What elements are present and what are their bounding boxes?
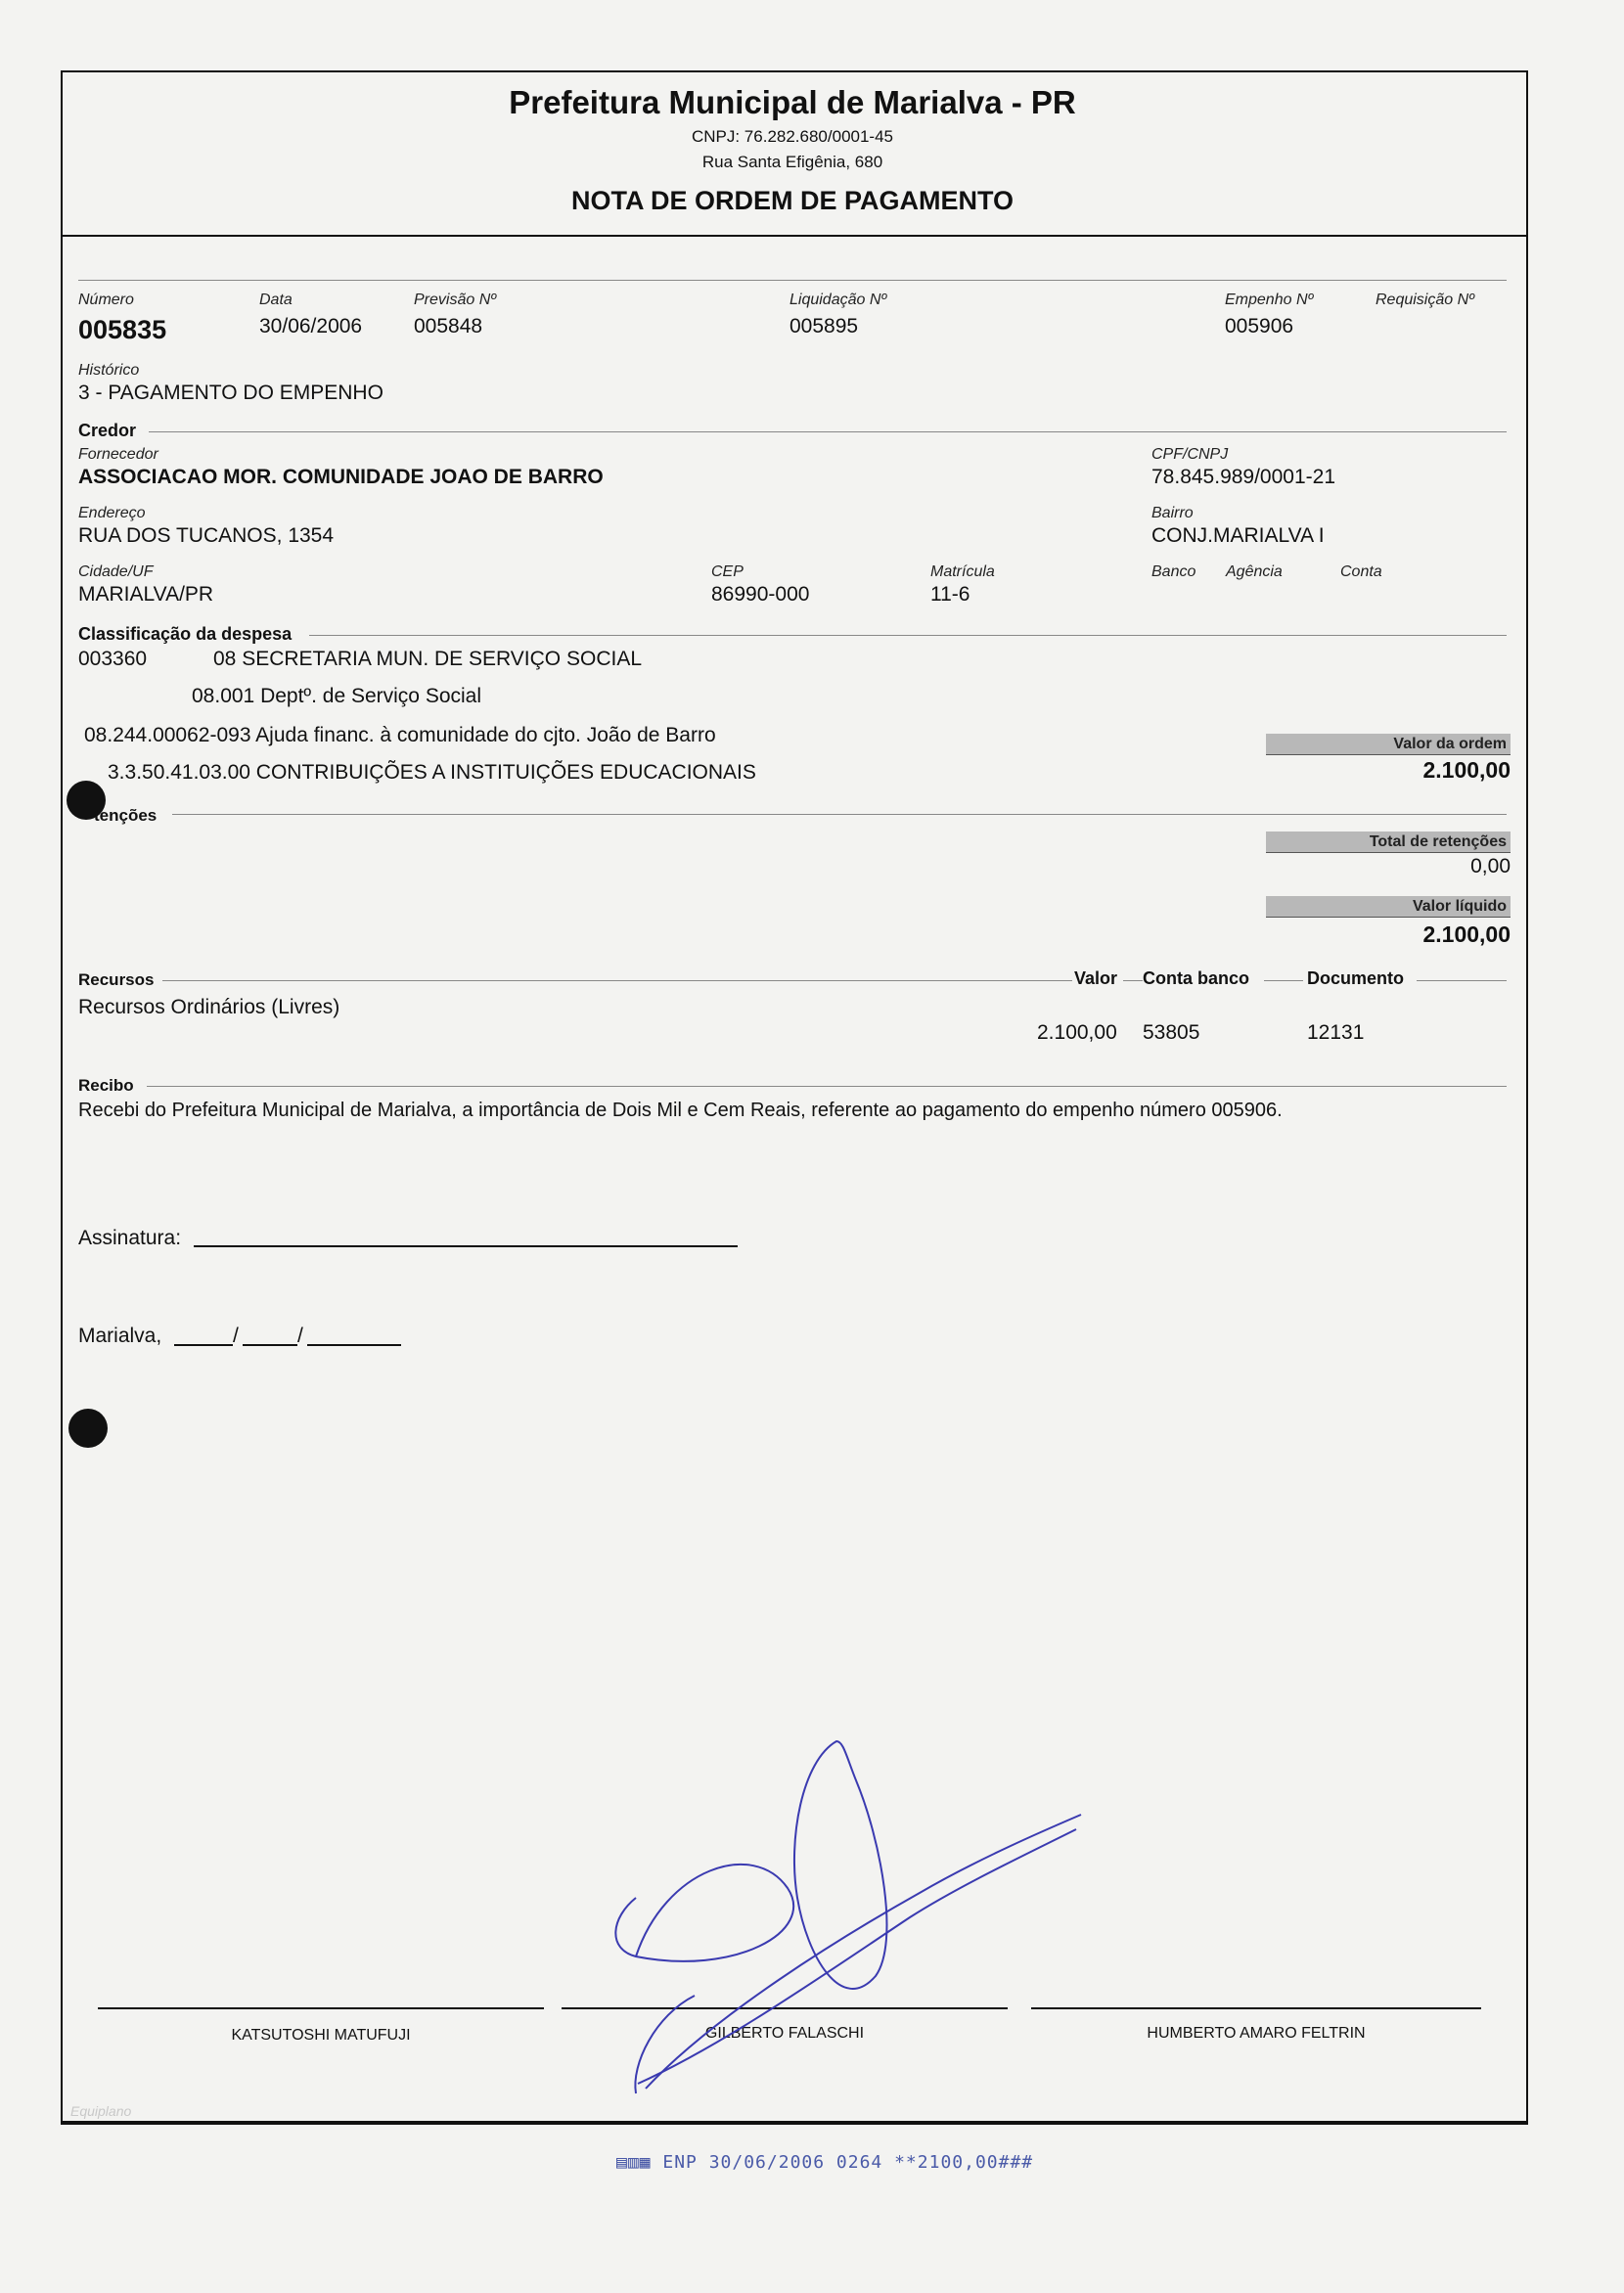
- data-label: Data: [259, 292, 293, 308]
- recursos-rule3: [1264, 980, 1303, 981]
- empenho-value: 005906: [1225, 315, 1294, 337]
- historico-value: 3 - PAGAMENTO DO EMPENHO: [78, 382, 383, 404]
- retencoes-section-title: tenções: [94, 806, 158, 825]
- matricula-value: 11-6: [930, 583, 970, 606]
- valor-liquido-label: Valor líquido: [1266, 896, 1511, 918]
- recursos-rule: [162, 980, 1072, 981]
- liquidacao-label: Liquidação Nº: [789, 292, 887, 308]
- classificacao-section-title: Classificação da despesa: [78, 624, 293, 644]
- year-line: [307, 1344, 401, 1346]
- bairro-label: Bairro: [1151, 505, 1194, 521]
- cep-label: CEP: [711, 563, 744, 580]
- historico-label: Histórico: [78, 362, 140, 379]
- fornecedor-value: ASSOCIACAO MOR. COMUNIDADE JOAO DE BARRO: [78, 466, 604, 488]
- valor-ordem-label: Valor da ordem: [1266, 734, 1511, 755]
- total-retencoes-value: 0,00: [1470, 855, 1511, 877]
- fornecedor-label: Fornecedor: [78, 446, 158, 463]
- total-retencoes-label: Total de retenções: [1266, 832, 1511, 853]
- month-line: [243, 1344, 297, 1346]
- day-line: [174, 1344, 233, 1346]
- recibo-section-title: Recibo: [78, 1076, 134, 1095]
- recursos-valor: 2.100,00: [1037, 1021, 1117, 1044]
- recursos-descricao: Recursos Ordinários (Livres): [78, 996, 340, 1018]
- signatory-1-name: KATSUTOSHI MATUFUJI: [231, 2027, 411, 2044]
- liquidacao-value: 005895: [789, 315, 859, 337]
- data-value: 30/06/2006: [259, 315, 363, 337]
- classificacao-line2: 08.001 Deptº. de Serviço Social: [192, 685, 482, 707]
- agencia-label: Agência: [1226, 563, 1283, 580]
- classificacao-code: 003360: [78, 648, 148, 670]
- bank-stamp: [616, 2152, 1033, 2173]
- local-label: Marialva,: [78, 1325, 162, 1347]
- retencoes-rule: [172, 814, 1507, 815]
- cidade-value: MARIALVA/PR: [78, 583, 214, 606]
- order-top-rule: [78, 280, 1507, 281]
- conta-label: Conta: [1340, 563, 1382, 580]
- recursos-conta: 53805: [1143, 1021, 1200, 1044]
- credor-rule: [149, 431, 1507, 432]
- header-address: Rua Santa Efigênia, 680: [701, 153, 883, 171]
- cep-value: 86990-000: [711, 583, 810, 606]
- classificacao-line1: 08 SECRETARIA MUN. DE SERVIÇO SOCIAL: [213, 648, 643, 670]
- stamp-icon: ▤▥▦: [616, 2152, 663, 2173]
- document-title: NOTA DE ORDEM DE PAGAMENTO: [570, 186, 1014, 215]
- bairro-value: CONJ.MARIALVA I: [1151, 524, 1325, 547]
- assinatura-label: Assinatura:: [78, 1227, 182, 1249]
- recursos-rule4: [1417, 980, 1507, 981]
- assinatura-line: [194, 1245, 738, 1247]
- credor-section-title: Credor: [78, 421, 137, 440]
- bottom-border: [61, 2121, 1526, 2123]
- recursos-conta-label: Conta banco: [1143, 968, 1250, 988]
- banco-label: Banco: [1151, 563, 1196, 580]
- valor-ordem-value: 2.100,00: [1422, 757, 1511, 783]
- previsao-value: 005848: [414, 315, 483, 337]
- recursos-section-title: Recursos: [78, 970, 155, 989]
- signature-line-3: [1031, 2007, 1481, 2009]
- signature-line-1: [98, 2007, 544, 2009]
- endereco-value: RUA DOS TUCANOS, 1354: [78, 524, 335, 547]
- signatory-2-name: GILBERTO FALASCHI: [704, 2025, 865, 2042]
- valor-liquido-value: 2.100,00: [1422, 922, 1511, 947]
- recursos-documento-label: Documento: [1307, 968, 1404, 988]
- empenho-label: Empenho Nº: [1225, 292, 1314, 308]
- punch-hole-mark-2: [68, 1409, 108, 1448]
- recursos-valor-label: Valor: [1074, 968, 1118, 988]
- cpf-value: 78.845.989/0001-21: [1151, 466, 1336, 488]
- numero-value: 005835: [78, 315, 167, 344]
- classificacao-line4: 3.3.50.41.03.00 CONTRIBUIÇÕES A INSTITUIÇÕES EDUCACIONAIS: [108, 761, 756, 784]
- requisicao-label: Requisição Nº: [1376, 292, 1474, 308]
- cidade-label: Cidade/UF: [78, 563, 154, 580]
- recursos-rule2: [1123, 980, 1143, 981]
- header-divider: [61, 235, 1526, 237]
- header: [61, 78, 1524, 235]
- header-cnpj: CNPJ: 76.282.680/0001-45: [691, 127, 894, 146]
- previsao-label: Previsão Nº: [414, 292, 497, 308]
- page-title: Prefeitura Municipal de Marialva - PR: [509, 84, 1076, 120]
- classificacao-line3: 08.244.00062-093 Ajuda financ. à comunidade do cjto. João de Barro: [84, 724, 716, 746]
- endereco-label: Endereço: [78, 505, 146, 521]
- date-slash-2: /: [297, 1325, 303, 1347]
- numero-label: Número: [78, 292, 134, 308]
- date-slash-1: /: [233, 1325, 239, 1347]
- recibo-rule: [147, 1086, 1507, 1087]
- recibo-text: Recebi do Prefeitura Municipal de Marialva, a importância de Dois Mil e Cem Reais, referente ao pagamento do empenho número 005906.: [78, 1100, 1283, 1121]
- handwritten-signature: [587, 1722, 1096, 2103]
- recursos-documento: 12131: [1307, 1021, 1365, 1044]
- equiplano-watermark: Equiplano: [70, 2103, 132, 2119]
- matricula-label: Matrícula: [930, 563, 995, 580]
- stamp-text: ENP 30/06/2006 0264 **2100,00###: [662, 2152, 1034, 2173]
- signatory-3-name: HUMBERTO AMARO FELTRIN: [1147, 2025, 1366, 2042]
- classificacao-rule: [309, 635, 1507, 636]
- cpf-label: CPF/CNPJ: [1151, 446, 1229, 463]
